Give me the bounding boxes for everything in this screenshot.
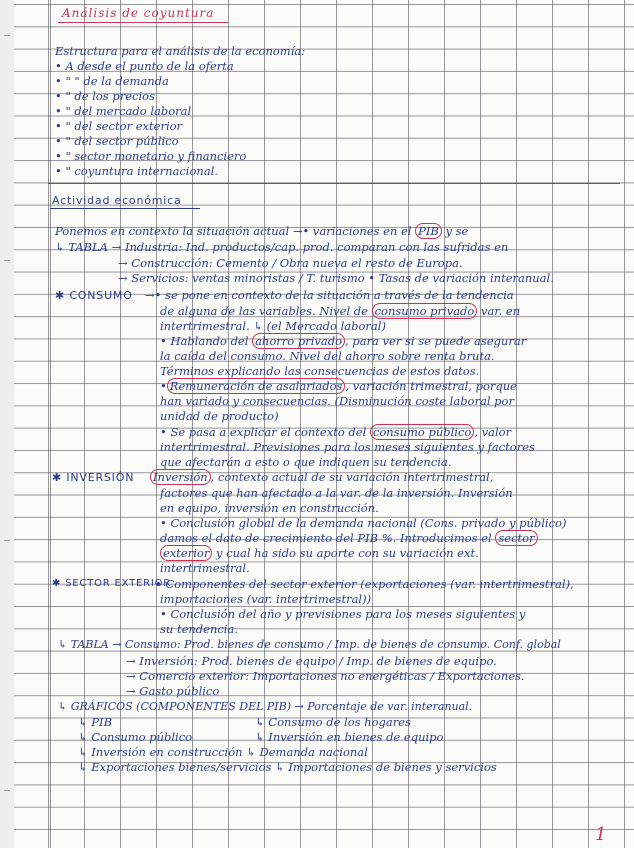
text-line: exterior y cual ha sido su aporte con su variación ext. (160, 546, 479, 560)
text-line: que afectarán a esto o que indiquen su tendencia. (160, 455, 452, 469)
binding-mark (4, 35, 10, 36)
highlight-circle: PIB (415, 223, 442, 239)
text-line: ↳ Inversión en bienes de equipo (255, 730, 444, 744)
label-consumo: ✱ CONSUMO (55, 289, 133, 302)
text-line: damos el dato de crecimiento del PIB %. Introducimos el sector (160, 531, 538, 545)
highlight-circle: sector (495, 530, 537, 546)
highlight-circle: Remuneración de asalariados (167, 378, 346, 394)
text-line: ↳ TABLA → Consumo: Prod. bienes de consumo / Imp. de bienes de consumo. Conf. global (58, 638, 561, 651)
text-line: en equipo, inversión en construcción. (160, 501, 379, 515)
intro-item: • " de los precios (55, 89, 155, 103)
text-line: unidad de producto) (160, 409, 279, 423)
label-inversion: ✱ INVERSIÓN (52, 471, 135, 484)
margin-line (50, 0, 51, 848)
text-line: factores que han afectado a la var. de la inversión. Inversión (160, 486, 513, 500)
text-line: → Gasto público (126, 684, 220, 698)
text-line: →• se pone en contexto de la situación a través de la tendencia (145, 288, 514, 302)
label-sector-exterior: ✱ SECTOR EXTERIOR (52, 578, 172, 589)
intro-item: • " del mercado laboral (55, 104, 192, 118)
text-line: • Remuneración de asalariados , variación trimestral, porque (160, 379, 517, 393)
text-line: ↳ Exportaciones bienes/servicios ↳ Importaciones de bienes y servicios (78, 760, 497, 774)
text-line: de alguna de las variables. Nivel de consumo privado var. en (160, 304, 521, 318)
text-line: • Conclusión global de la demanda nacional (Cons. privado y público) (160, 516, 567, 530)
highlight-circle: exterior (160, 545, 212, 561)
text-line: ↳ GRÁFICOS (COMPONENTES DEL PIB) → Porcentaje de var. interanual. (58, 700, 473, 713)
binding-mark (4, 260, 10, 261)
page-title: Análisis de coyuntura (62, 6, 215, 20)
text-line: → Comercio exterior: Importaciones no energéticas / Exportaciones. (126, 669, 525, 683)
text-line: ↳ Inversión en construcción ↳ Demanda nacional (78, 745, 368, 759)
text-line: Inversión , contexto actual de su variación intertrimestral, (150, 470, 493, 484)
text-line: ↳ Consumo de los hogares (255, 715, 411, 729)
text-line: ↳ PIB (78, 715, 113, 729)
text-line: su tendencia. (160, 622, 239, 636)
text-line: Términos explicando las consecuencias de estos datos. (160, 364, 480, 378)
intro-item: • " " de la demanda (55, 74, 169, 88)
text-line: intertrimestral. ↳ (el Mercado laboral) (160, 319, 386, 333)
page-number: 1 (595, 824, 607, 845)
intro-item: • A desde el punto de la oferta (55, 59, 234, 73)
intro-item: • " coyuntura internacional. (55, 164, 219, 178)
title-underline (58, 22, 228, 23)
highlight-circle: consumo privado (372, 303, 478, 319)
section-underline (50, 208, 200, 209)
text-line: intertrimestral. Previsiones para los meses siguientes y factores (160, 440, 535, 454)
text-line: intertrimestral. (160, 561, 250, 575)
highlight-circle: ahorro privado (252, 333, 345, 349)
binding-mark (4, 540, 10, 541)
intro-heading: Estructura para el análisis de la economía: (55, 44, 306, 58)
text-line: → Inversión: Prod. bienes de equipo / Imp. de bienes de equipo. (126, 654, 497, 668)
text-line: la caída del consumo. Nivel del ahorro sobre renta bruta. (160, 349, 495, 363)
page-edge (0, 0, 14, 848)
text-line: • Componentes del sector exterior (exportaciones (var. intertrimestral), (155, 577, 574, 591)
intro-item: • " del sector exterior (55, 119, 183, 133)
text-line: • Hablando del ahorro privado , para ver si se puede asegurar (160, 334, 527, 348)
section-heading: Actividad económica (52, 194, 182, 207)
text-line: • Conclusión del año y previsiones para los meses siguientes y (160, 607, 526, 621)
text-line: importaciones (var. intertrimestral)) (160, 592, 372, 606)
text-line: • Se pasa a explicar el contexto del consumo público , valor (160, 425, 512, 439)
highlight-circle: Inversión (150, 469, 211, 485)
section-divider (48, 183, 620, 184)
text-line: ↳ TABLA → Industria: Ind. productos/cap. prod. comparan con las sufridas en (55, 240, 509, 254)
intro-item: • " del sector público (55, 134, 179, 148)
text-line: Ponemos en contexto la situación actual →• variaciones en el PIB y se (55, 224, 469, 238)
highlight-circle: consumo público (370, 424, 474, 440)
text-line: → Servicios: ventas minoristas / T. turismo • Tasas de variación interanual. (118, 271, 554, 285)
text-line: han variado y consecuencias. (Disminución coste laboral por (160, 394, 514, 408)
text-line: ↳ Consumo público (78, 730, 193, 744)
intro-item: • " sector monetario y financiero (55, 149, 247, 163)
text-line: → Construcción: Cemento / Obra nueva el resto de Europa. (118, 256, 463, 270)
binding-mark (4, 790, 10, 791)
